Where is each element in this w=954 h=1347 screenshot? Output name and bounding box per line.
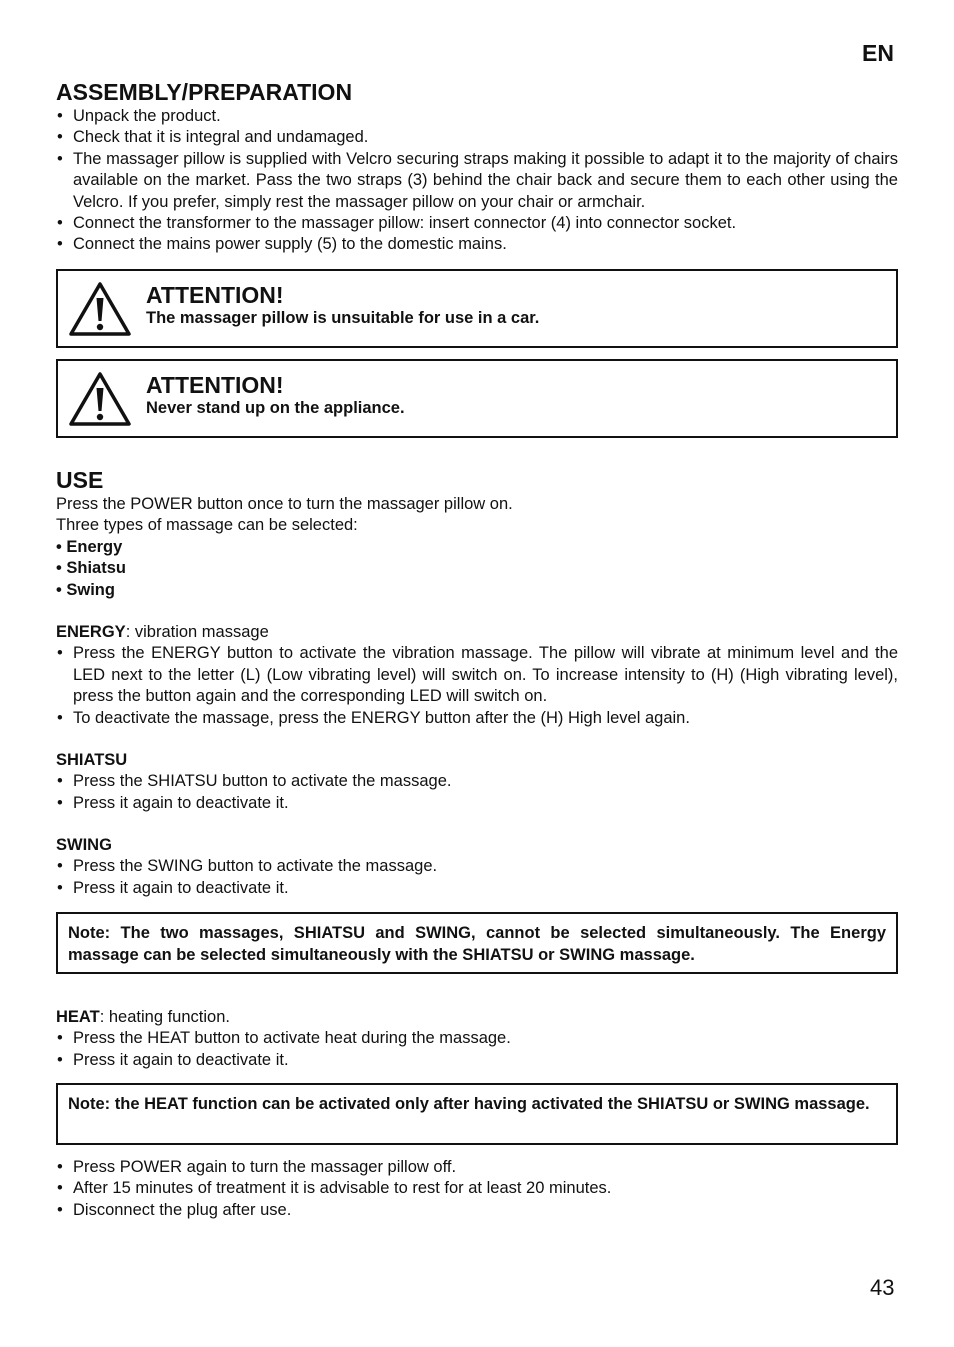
assembly-heading: ASSEMBLY/PREPARATION [56, 79, 353, 105]
heat-label: HEAT [56, 1008, 100, 1026]
list-item: • Press it again to deactivate it. [56, 793, 898, 814]
attention-title: ATTENTION! [146, 372, 284, 398]
use-heading: USE [56, 467, 104, 493]
list-item: • Unpack the product. [56, 106, 898, 127]
list-item: • Press the SWING button to activate the massage. [56, 856, 898, 877]
attention-message: The massager pillow is unsuitable for use in a car. [146, 309, 540, 327]
final-list [56, 1157, 898, 1221]
list-item: • Check that it is integral and undamaged. [56, 127, 898, 148]
list-item: • Press the SHIATSU button to activate the massage. [56, 771, 898, 792]
massage-type-shiatsu: • Shiatsu [56, 559, 126, 578]
list-item: • Connect the transformer to the massager pillow: insert connector (4) into connector socket. [56, 213, 898, 234]
list-item: • After 15 minutes of treatment it is advisable to rest for at least 20 minutes. [56, 1178, 898, 1199]
use-intro-types: Three types of massage can be selected: [56, 516, 358, 535]
energy-list [56, 643, 898, 729]
swing-section [56, 835, 898, 899]
warning-triangle-icon [68, 281, 132, 337]
attention-box-car [56, 269, 898, 348]
swing-list [56, 856, 898, 899]
warning-triangle-icon [68, 371, 132, 427]
attention-title: ATTENTION! [146, 282, 284, 308]
note-box-heat: Note: the HEAT function can be activated only after having activated the SHIATSU or SWING massage. [56, 1083, 898, 1145]
final-section [56, 1157, 898, 1221]
attention-message: Never stand up on the appliance. [146, 399, 405, 417]
page-number: 43 [870, 1275, 895, 1300]
heat-desc: : heating function. [99, 1008, 230, 1026]
assembly-section [56, 79, 898, 256]
use-section [56, 467, 898, 601]
attention-box-stand [56, 359, 898, 438]
language-code: EN [862, 40, 894, 66]
heat-title [56, 1007, 898, 1028]
list-item: • Press the HEAT button to activate heat during the massage. [56, 1028, 898, 1049]
assembly-list [56, 106, 898, 256]
list-item: • Press POWER again to turn the massager pillow off. [56, 1157, 898, 1178]
energy-desc: : vibration massage [125, 623, 269, 641]
list-item: • Press the ENERGY button to activate the vibration massage. The pillow will vibrate at minimum level and the LED next to the letter (L) (Low vibrating level) will switch on. To increase intensity to (H) (High vibrating level), press the button again and the corresponding LED will switch on. [56, 643, 898, 707]
list-item: • The massager pillow is supplied with Velcro securing straps making it possible to adapt it to the majority of chairs available on the market. Pass the two straps (3) behind the chair back and secure them to each other using the Velcro. If you prefer, simply rest the massager pillow on your chair or armchair. [56, 149, 898, 213]
shiatsu-list [56, 771, 898, 814]
note-box-simultaneous: Note: The two massages, SHIATSU and SWING, cannot be selected simultaneously. The Energy massage can be selected simultaneously with the SHIATSU or SWING massage. [56, 912, 898, 974]
shiatsu-label: SHIATSU [56, 751, 128, 769]
list-item: • To deactivate the massage, press the ENERGY button after the (H) High level again. [56, 708, 898, 729]
use-intro-power: Press the POWER button once to turn the massager pillow on. [56, 495, 513, 513]
list-item: • Disconnect the plug after use. [56, 1200, 898, 1221]
list-item: • Connect the mains power supply (5) to the domestic mains. [56, 234, 898, 255]
heat-section [56, 1007, 898, 1071]
shiatsu-section [56, 750, 898, 814]
energy-section [56, 622, 898, 729]
massage-type-swing: • Swing [56, 580, 115, 599]
list-item: • Press it again to deactivate it. [56, 878, 898, 899]
swing-label: SWING [56, 836, 112, 854]
heat-list [56, 1028, 898, 1071]
energy-label: ENERGY [56, 623, 126, 641]
massage-type-energy: • Energy [56, 537, 123, 556]
list-item: • Press it again to deactivate it. [56, 1050, 898, 1071]
energy-title [56, 622, 898, 643]
